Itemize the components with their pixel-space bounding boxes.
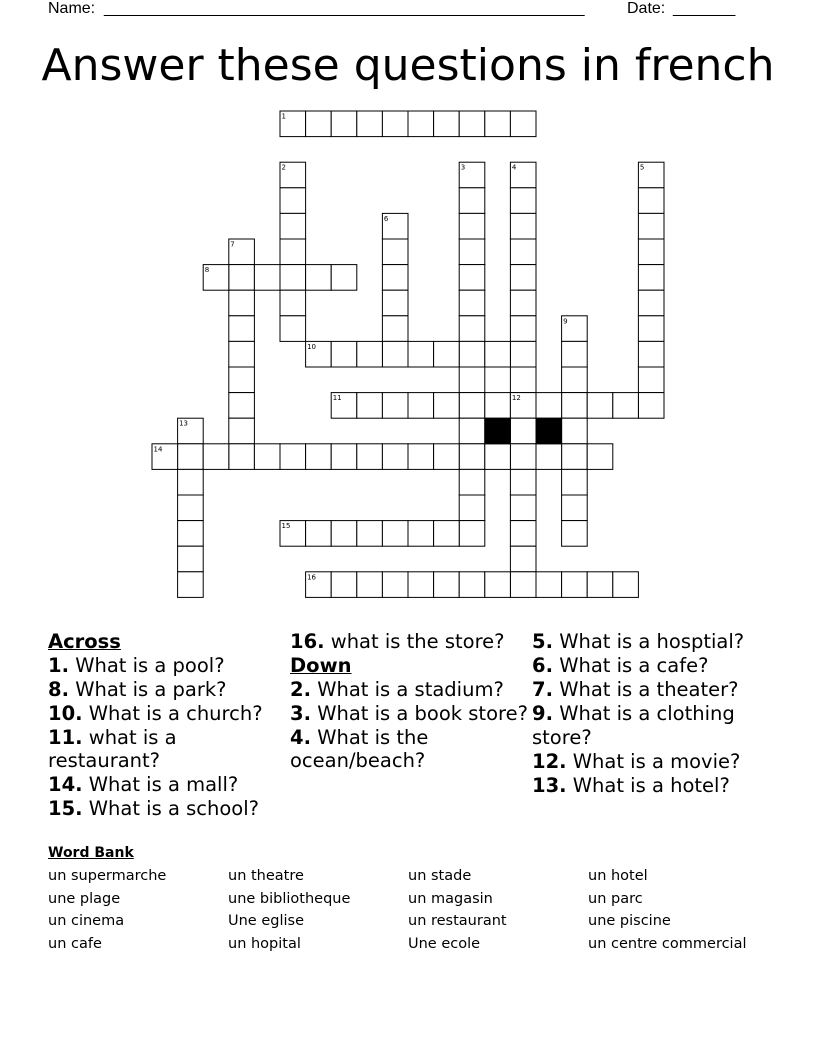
clues-column-2 [290,630,530,773]
clue-down-5: 5. What is a hosptial? [532,630,745,653]
crossword-cell[interactable] [306,341,332,367]
crossword-clue-number: 13 [179,419,189,428]
word-bank-item: un magasin [408,890,493,907]
word-bank-item: une piscine [588,913,671,930]
crossword-cell[interactable] [562,444,588,470]
crossword-cell[interactable] [331,393,357,419]
word-bank-item: une plage [48,890,121,907]
crossword-cell[interactable] [229,290,255,316]
clue-down-9: 9. What is a clothing store? [532,702,735,749]
crossword-cell[interactable] [562,316,588,342]
crossword-clue-number: 16 [307,573,317,582]
crossword-cell[interactable] [638,265,664,291]
crossword-cell[interactable] [331,572,357,598]
crossword-cell[interactable] [382,290,408,316]
crossword-black-cell [485,418,511,444]
word-bank-item: un restaurant [408,913,507,930]
clue-down-13: 13. What is a hotel? [532,773,730,797]
crossword-cell[interactable] [510,213,536,239]
crossword-cell[interactable] [485,341,511,367]
crossword-cell[interactable] [178,495,204,521]
crossword-cell[interactable] [459,290,485,316]
crossword-cell[interactable] [510,341,536,367]
crossword-clue-number: 1 [281,112,286,121]
crossword-cell[interactable] [459,418,485,444]
crossword-cell[interactable] [382,316,408,342]
crossword-cell[interactable] [382,265,408,291]
crossword-cell[interactable] [229,265,255,291]
crossword-cell[interactable] [510,239,536,265]
crossword-cell[interactable] [459,444,485,470]
crossword-cell[interactable] [638,316,664,342]
crossword-cell[interactable] [178,469,204,495]
crossword-cell[interactable] [459,469,485,495]
crossword-cell[interactable] [229,444,255,470]
crossword-cell[interactable] [280,290,306,316]
clue-across-15: 15. What is a school? [48,797,259,820]
clue-across-8: 8. What is a park? [48,677,227,701]
crossword-cell[interactable] [331,265,357,291]
word-bank-item: un cafe [48,935,102,952]
crossword-cell[interactable] [562,393,588,419]
crossword-cell[interactable] [280,265,306,291]
crossword-cell[interactable] [408,572,434,598]
crossword-cell[interactable] [306,111,332,137]
clue-across-1: 1. What is a pool? [48,653,225,677]
crossword-cell[interactable] [229,316,255,342]
crossword-cell[interactable] [408,393,434,419]
crossword-cell[interactable] [306,521,332,547]
crossword-cell[interactable] [280,162,306,188]
crossword-cell[interactable] [306,572,332,598]
crossword-cell[interactable] [510,188,536,214]
clue-across-14: 14. What is a mall? [48,773,239,796]
crossword-clue-number: 3 [460,163,466,172]
crossword-clue-number: 6 [383,214,389,223]
crossword-cell[interactable] [229,239,255,265]
crossword-cell[interactable] [459,162,485,188]
crossword-cell[interactable] [613,393,639,419]
crossword-cell[interactable] [587,393,613,419]
crossword-cell[interactable] [459,341,485,367]
crossword-cell[interactable] [587,444,613,470]
crossword-cell[interactable] [459,521,485,547]
crossword-cell[interactable] [280,188,306,214]
crossword-cell[interactable] [382,341,408,367]
crossword-cell[interactable] [485,572,511,598]
crossword-cell[interactable] [510,495,536,521]
crossword-cell[interactable] [638,393,664,419]
crossword-cell[interactable] [459,316,485,342]
crossword-cell[interactable] [510,418,536,444]
crossword-cell[interactable] [459,495,485,521]
crossword-cell[interactable] [562,341,588,367]
crossword-cell[interactable] [613,572,639,598]
word-bank-item: un theatre [228,868,304,884]
crossword-cell[interactable] [382,239,408,265]
crossword-cell[interactable] [331,341,357,367]
name-line[interactable]: ______________________________________________________ [104,0,585,17]
crossword-cell[interactable] [229,341,255,367]
crossword-cell[interactable] [178,418,204,444]
crossword-cell[interactable] [562,469,588,495]
crossword-cell[interactable] [357,393,383,419]
crossword-cell[interactable] [485,111,511,137]
word-bank-item: un stade [408,868,472,884]
clue-down-4: 4. What is the ocean/beach? [290,725,429,772]
crossword-cell[interactable] [562,367,588,393]
crossword-cell[interactable] [357,521,383,547]
crossword-cell[interactable] [408,111,434,137]
crossword-cell[interactable] [459,111,485,137]
crossword-cell[interactable] [382,572,408,598]
crossword-cell[interactable] [459,265,485,291]
down-heading: Down [290,654,352,677]
crossword-cell[interactable] [382,444,408,470]
clue-down-7: 7. What is a theater? [532,678,739,701]
clues-column-1 [48,630,288,821]
crossword-cell[interactable] [510,265,536,291]
crossword-cell[interactable] [382,393,408,419]
crossword-cell[interactable] [306,265,332,291]
crossword-cell[interactable] [434,341,460,367]
word-bank-item: Une ecole [408,935,481,952]
crossword-cell[interactable] [178,444,204,470]
crossword-clue-number: 7 [230,240,235,249]
crossword-cell[interactable] [152,444,178,470]
crossword-cell[interactable] [357,444,383,470]
crossword-cell[interactable] [638,239,664,265]
crossword-cell[interactable] [280,213,306,239]
crossword-cell[interactable] [434,521,460,547]
crossword-cell[interactable] [382,111,408,137]
crossword-cell[interactable] [459,393,485,419]
crossword-cell[interactable] [536,393,562,419]
word-bank-item: Une eglise [228,913,304,930]
crossword-cell[interactable] [536,572,562,598]
page-title: Answer these questions in french [41,40,775,91]
name-label: Name: [48,0,96,17]
crossword-cell[interactable] [485,393,511,419]
crossword-cell[interactable] [459,572,485,598]
crossword-clue-number: 11 [332,394,342,403]
clue-down-6: 6. What is a cafe? [532,654,709,677]
crossword-cell[interactable] [280,521,306,547]
clue-across-11: 11. what is a restaurant? [48,725,177,772]
crossword-clue-number: 4 [511,163,517,172]
crossword-clue-number: 15 [281,522,291,531]
crossword-cell[interactable] [638,162,664,188]
crossword-cell[interactable] [203,265,229,291]
crossword-clue-number: 14 [153,445,163,454]
crossword-cell[interactable] [254,265,280,291]
crossword-cell[interactable] [434,111,460,137]
crossword-cell[interactable] [587,572,613,598]
crossword-cell[interactable] [357,572,383,598]
word-bank-item: une bibliotheque [228,890,351,907]
clue-down-3: 3. What is a book store? [290,701,528,725]
crossword-clue-number: 10 [307,342,317,351]
crossword-cell[interactable] [459,213,485,239]
clue-across-16: 16. what is the store? [290,630,505,653]
crossword-cell[interactable] [638,213,664,239]
word-bank-item: un cinema [48,913,125,930]
crossword-clue-number: 8 [204,266,210,275]
crossword-cell[interactable] [280,111,306,137]
word-bank-item: un parc [588,890,643,907]
clues-column-3 [532,630,772,798]
crossword-cell[interactable] [510,546,536,572]
word-bank-item: un centre commercial [588,935,747,952]
crossword-cell[interactable] [229,393,255,419]
crossword-clue-number: 2 [281,163,286,172]
crossword-cell[interactable] [510,393,536,419]
date-line[interactable]: _______ [673,0,736,17]
crossword-cell[interactable] [280,316,306,342]
crossword-cell[interactable] [510,469,536,495]
crossword-cell[interactable] [331,444,357,470]
crossword-cell[interactable] [306,444,332,470]
crossword-clue-number: 9 [563,317,568,326]
crossword-cell[interactable] [510,111,536,137]
crossword-cell[interactable] [459,367,485,393]
crossword-cell[interactable] [510,572,536,598]
crossword-cell[interactable] [178,546,204,572]
clue-across-10: 10. What is a church? [48,701,263,725]
crossword-cell[interactable] [510,316,536,342]
word-bank-column-1 [48,865,166,955]
date-label: Date: [627,0,666,17]
crossword-cell[interactable] [229,418,255,444]
crossword-cell[interactable] [382,213,408,239]
crossword-cell[interactable] [357,111,383,137]
word-bank-item: un hopital [228,935,301,952]
crossword-cell[interactable] [382,521,408,547]
crossword-cell[interactable] [536,444,562,470]
crossword-black-cell [536,418,562,444]
crossword-cell[interactable] [638,341,664,367]
crossword-cell[interactable] [434,393,460,419]
crossword-cell[interactable] [510,444,536,470]
clue-down-2: 2. What is a stadium? [290,677,504,701]
crossword-cell[interactable] [562,572,588,598]
crossword-cell[interactable] [280,444,306,470]
word-bank-column-2 [228,865,350,955]
crossword-cell[interactable] [562,495,588,521]
crossword-clue-number: 5 [639,163,645,172]
crossword-cell[interactable] [459,188,485,214]
crossword-cell[interactable] [485,444,511,470]
crossword-cell[interactable] [408,521,434,547]
crossword-cell[interactable] [510,162,536,188]
crossword-cell[interactable] [434,444,460,470]
crossword-cell[interactable] [510,367,536,393]
crossword-cell[interactable] [638,367,664,393]
crossword-cell[interactable] [178,521,204,547]
word-bank-column-3 [408,865,507,955]
crossword-cell[interactable] [203,444,229,470]
crossword-cell[interactable] [254,444,280,470]
crossword-cell[interactable] [510,290,536,316]
crossword-cell[interactable] [408,444,434,470]
crossword-cell[interactable] [510,521,536,547]
clue-down-12: 12. What is a movie? [532,749,741,773]
word-bank-column-4 [588,865,747,955]
crossword-cell[interactable] [562,521,588,547]
crossword-cell[interactable] [357,341,383,367]
word-bank-item: un supermarche [48,868,167,884]
crossword-cell[interactable] [408,341,434,367]
across-heading: Across [48,630,121,653]
crossword-cell[interactable] [229,367,255,393]
crossword-cell[interactable] [638,290,664,316]
word-bank-item: un hotel [588,868,648,884]
crossword-cell[interactable] [178,572,204,598]
crossword-cell[interactable] [562,418,588,444]
crossword-cell[interactable] [434,572,460,598]
crossword-cell[interactable] [638,188,664,214]
word-bank-title: Word Bank [48,845,134,861]
crossword-clue-number: 12 [511,394,521,403]
crossword-cell[interactable] [459,239,485,265]
crossword-cell[interactable] [280,239,306,265]
crossword-cell[interactable] [331,111,357,137]
crossword-cell[interactable] [331,521,357,547]
